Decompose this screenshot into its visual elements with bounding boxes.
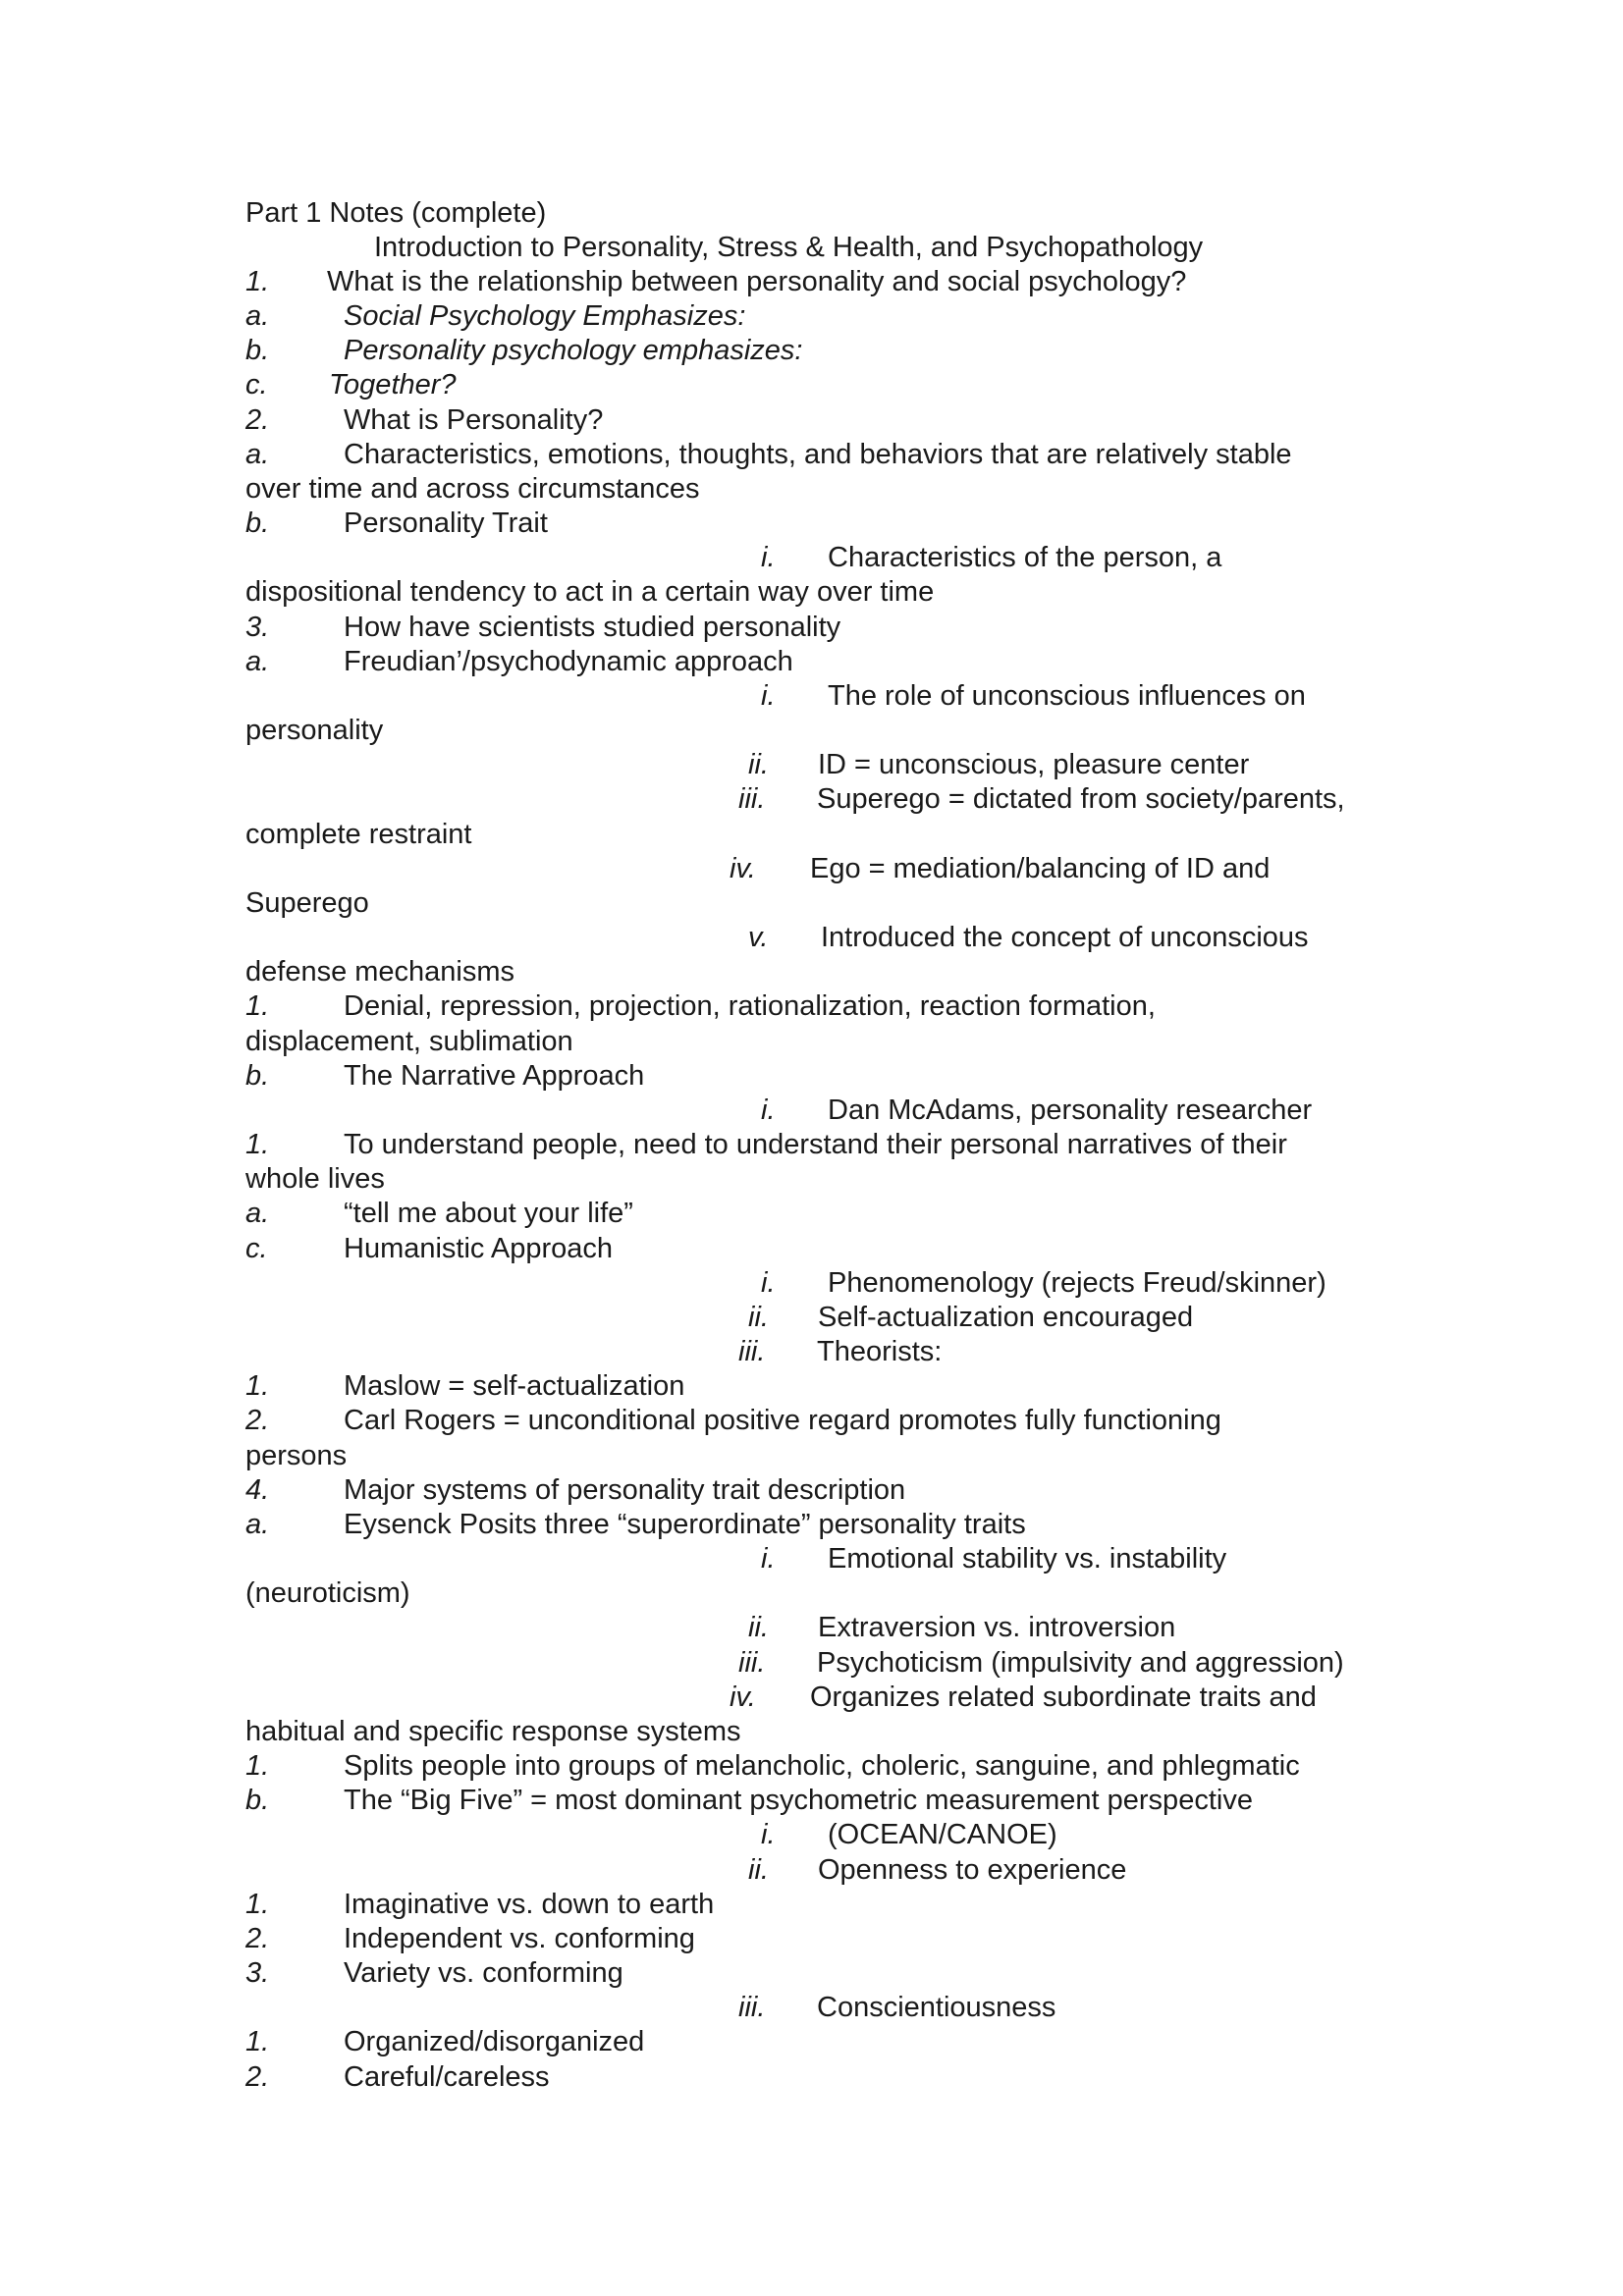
list-marker: 2. (245, 1405, 270, 1436)
line-text: Carl Rogers = unconditional positive regard promotes fully functioning (344, 1405, 1221, 1436)
line-text: Together? (329, 369, 457, 400)
list-marker: iv. (730, 853, 756, 884)
list-marker: 3. (245, 1957, 270, 1989)
line-text: Personality Trait (344, 507, 548, 539)
list-marker: b. (245, 335, 270, 366)
list-marker: ii. (748, 1612, 769, 1643)
line-text: Social Psychology Emphasizes: (344, 300, 746, 332)
line-text: Organized/disorganized (344, 2026, 645, 2057)
list-marker: v. (748, 922, 769, 953)
list-marker: iv. (730, 1682, 756, 1713)
line-text: Imaginative vs. down to earth (344, 1889, 715, 1920)
line-text: whole lives (245, 1163, 385, 1195)
line-text: Psychoticism (impulsivity and aggression) (817, 1647, 1344, 1679)
line-text: The role of unconscious influences on (828, 680, 1306, 712)
list-marker: i. (761, 1095, 776, 1126)
list-marker: 2. (245, 1923, 270, 1954)
line-text: “tell me about your life” (344, 1198, 633, 1229)
line-text: Characteristics, emotions, thoughts, and behaviors that are relatively stable (344, 439, 1292, 470)
list-marker: 1. (245, 990, 270, 1022)
list-marker: i. (761, 1543, 776, 1575)
list-marker: a. (245, 1198, 270, 1229)
list-marker: i. (761, 542, 776, 573)
page-title: Part 1 Notes (complete) (245, 197, 547, 229)
line-text: ID = unconscious, pleasure center (818, 749, 1250, 780)
list-marker: 1. (245, 266, 270, 297)
list-marker: 3. (245, 612, 270, 643)
line-text: (OCEAN/CANOE) (828, 1819, 1057, 1850)
list-marker: a. (245, 439, 270, 470)
list-marker: ii. (748, 749, 769, 780)
list-marker: 2. (245, 2061, 270, 2093)
line-text: Organizes related subordinate traits and (810, 1682, 1317, 1713)
line-text: persons (245, 1440, 348, 1471)
line-text: Ego = mediation/balancing of ID and (810, 853, 1271, 884)
list-marker: 4. (245, 1474, 270, 1506)
list-marker: i. (761, 680, 776, 712)
list-marker: 1. (245, 1370, 270, 1402)
line-text: Freudian’/psychodynamic approach (344, 646, 793, 677)
list-marker: c. (245, 1233, 268, 1264)
line-text: Dan McAdams, personality researcher (828, 1095, 1313, 1126)
list-marker: 1. (245, 1750, 270, 1782)
list-marker: a. (245, 1509, 270, 1540)
line-text: Self-actualization encouraged (818, 1302, 1194, 1333)
list-marker: ii. (748, 1854, 769, 1886)
line-text: The “Big Five” = most dominant psychometric measurement perspective (344, 1785, 1253, 1816)
line-text: Maslow = self-actualization (344, 1370, 685, 1402)
list-marker: 1. (245, 1889, 270, 1920)
line-text: Splits people into groups of melancholic, choleric, sanguine, and phlegmatic (344, 1750, 1300, 1782)
list-marker: b. (245, 1785, 270, 1816)
line-text: over time and across circumstances (245, 473, 700, 505)
line-text: Humanistic Approach (344, 1233, 614, 1264)
line-text: The Narrative Approach (344, 1060, 645, 1092)
list-marker: i. (761, 1267, 776, 1299)
line-text: Denial, repression, projection, rationalization, reaction formation, (344, 990, 1156, 1022)
line-text: Eysenck Posits three “superordinate” personality traits (344, 1509, 1026, 1540)
line-text: dispositional tendency to act in a certain way over time (245, 576, 935, 608)
list-marker: b. (245, 507, 270, 539)
line-text: What is Personality? (344, 404, 604, 436)
line-text: Variety vs. conforming (344, 1957, 623, 1989)
line-text: Openness to experience (818, 1854, 1127, 1886)
list-marker: iii. (738, 783, 766, 815)
list-marker: a. (245, 646, 270, 677)
line-text: Theorists: (817, 1336, 943, 1367)
line-text: displacement, sublimation (245, 1026, 573, 1057)
list-marker: a. (245, 300, 270, 332)
list-marker: c. (245, 369, 268, 400)
line-text: Phenomenology (rejects Freud/skinner) (828, 1267, 1326, 1299)
line-text: How have scientists studied personality (344, 612, 841, 643)
line-text: Conscientiousness (817, 1992, 1056, 2023)
line-text: Personality psychology emphasizes: (344, 335, 803, 366)
line-text: Independent vs. conforming (344, 1923, 695, 1954)
line-text: Introduced the concept of unconscious (821, 922, 1309, 953)
line-text: Emotional stability vs. instability (828, 1543, 1227, 1575)
list-marker: iii. (738, 1992, 766, 2023)
line-text: habitual and specific response systems (245, 1716, 741, 1747)
page-subtitle: Introduction to Personality, Stress & Health, and Psychopathology (374, 232, 1204, 263)
list-marker: i. (761, 1819, 776, 1850)
line-text: personality (245, 715, 384, 746)
line-text: complete restraint (245, 819, 472, 850)
line-text: Extraversion vs. introversion (818, 1612, 1176, 1643)
list-marker: ii. (748, 1302, 769, 1333)
line-text: Superego (245, 887, 369, 919)
list-marker: b. (245, 1060, 270, 1092)
line-text: What is the relationship between personality and social psychology? (327, 266, 1187, 297)
line-text: Characteristics of the person, a (828, 542, 1222, 573)
list-marker: 1. (245, 2026, 270, 2057)
line-text: Careful/careless (344, 2061, 550, 2093)
list-marker: iii. (738, 1647, 766, 1679)
line-text: Superego = dictated from society/parents, (817, 783, 1345, 815)
line-text: defense mechanisms (245, 956, 515, 988)
line-text: (neuroticism) (245, 1577, 410, 1609)
list-marker: 1. (245, 1129, 270, 1160)
line-text: Major systems of personality trait description (344, 1474, 906, 1506)
list-marker: 2. (245, 404, 270, 436)
list-marker: iii. (738, 1336, 766, 1367)
line-text: To understand people, need to understand their personal narratives of their (344, 1129, 1287, 1160)
